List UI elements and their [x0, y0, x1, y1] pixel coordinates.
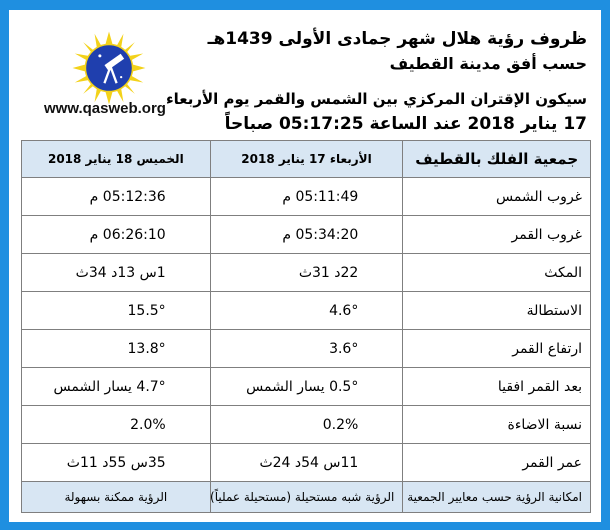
table-row: [22, 254, 591, 292]
table-row: [22, 444, 591, 482]
thu-value: 13.8°: [22, 330, 211, 368]
content-card: [9, 10, 601, 522]
table-row: [22, 330, 591, 368]
row-label: غروب الشمس: [403, 178, 591, 216]
conjunction-line-1: سيكون الإقتران المركزي بين الشمس والقمر يوم الأربعاء: [165, 90, 587, 108]
header-thursday: الخميس 18 يناير 2018: [22, 141, 211, 178]
row-label: عمر القمر: [403, 444, 591, 482]
footer-label: امكانية الرؤية حسب معايير الجمعية: [403, 482, 591, 513]
row-label: نسبة الاضاءة: [403, 406, 591, 444]
website-url: www.qasweb.org: [44, 100, 166, 117]
conjunction-line-2: 17 يناير 2018 عند الساعة 05:17:25 صباحاً: [224, 114, 587, 134]
row-label: ارتفاع القمر: [403, 330, 591, 368]
thu-value: 4.7° يسار الشمس: [22, 368, 211, 406]
wed-value: 0.2%: [210, 406, 403, 444]
header: [9, 10, 601, 140]
wed-value: 3.6°: [210, 330, 403, 368]
table-header-row: [22, 141, 591, 178]
footer-wed-verdict: الرؤية شبه مستحيلة (مستحيلة عملياً): [210, 482, 403, 513]
thu-value: 35س 55د 11ث: [22, 444, 211, 482]
thu-value: 1س 13د 34ث: [22, 254, 211, 292]
header-society: جمعية الفلك بالقطيف: [403, 141, 591, 178]
wed-value: 05:11:49 م: [210, 178, 403, 216]
table-row: [22, 292, 591, 330]
thu-value: 05:12:36 م: [22, 178, 211, 216]
row-label: المكث: [403, 254, 591, 292]
thu-value: 06:26:10 م: [22, 216, 211, 254]
page-subtitle: حسب أفق مدينة القطيف: [389, 54, 587, 73]
table-row: [22, 216, 591, 254]
thu-value: 15.5°: [22, 292, 211, 330]
wed-value: 4.6°: [210, 292, 403, 330]
table-footer-row: [22, 482, 591, 513]
table-row: [22, 406, 591, 444]
row-label: الاستطالة: [403, 292, 591, 330]
header-wednesday: الأربعاء 17 يناير 2018: [210, 141, 403, 178]
thu-value: 2.0%: [22, 406, 211, 444]
visibility-table: [21, 140, 591, 513]
wed-value: 05:34:20 م: [210, 216, 403, 254]
page-title: ظروف رؤية هلال شهر جمادى الأولى 1439هـ: [207, 29, 587, 49]
society-logo-icon: [71, 30, 147, 106]
wed-value: 11س 54د 24ث: [210, 444, 403, 482]
footer-thu-verdict: الرؤية ممكنة بسهولة: [22, 482, 211, 513]
table-row: [22, 178, 591, 216]
table-row: [22, 368, 591, 406]
wed-value: 0.5° يسار الشمس: [210, 368, 403, 406]
wed-value: 22د 31ث: [210, 254, 403, 292]
row-label: بعد القمر افقيا: [403, 368, 591, 406]
row-label: غروب القمر: [403, 216, 591, 254]
